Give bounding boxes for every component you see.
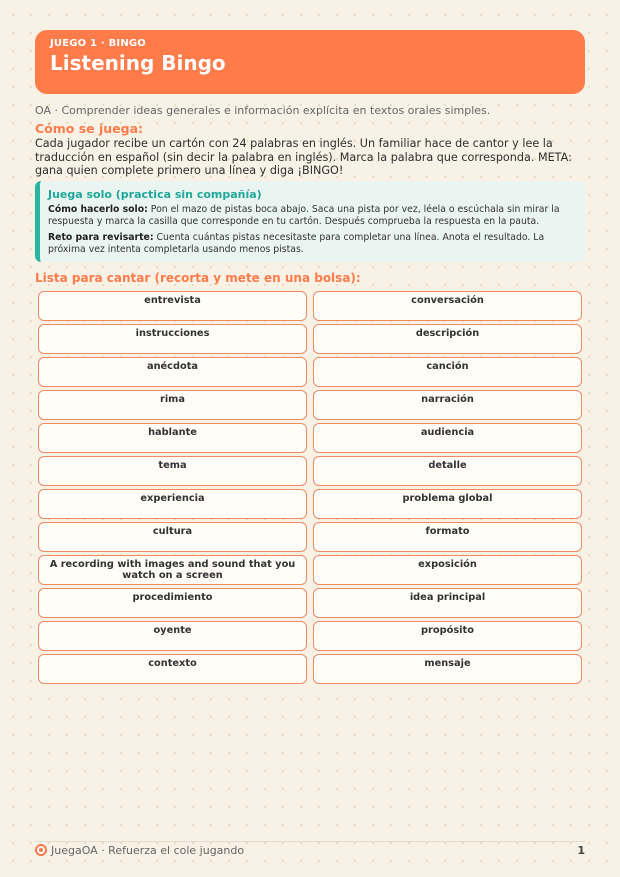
- word-card: canción: [313, 357, 582, 387]
- word-card: formato: [313, 522, 582, 552]
- word-list-heading: Lista para cantar (recorta y mete en una bolsa):: [35, 271, 361, 285]
- footer-brand: JuegaOA · Refuerza el cole jugando: [51, 843, 245, 857]
- word-card: oyente: [38, 621, 307, 651]
- word-card: contexto: [38, 654, 307, 684]
- word-card: anécdota: [38, 357, 307, 387]
- word-card: rima: [38, 390, 307, 420]
- howto-text: Cada jugador recibe un cartón con 24 palabras en inglés. Un familiar hace de cantor y lee la traducción en español (sin decir la palabra en inglés). Marca la palabra que corresponda. META: gana quien complete primero una línea y diga ¡BINGO!: [35, 137, 572, 178]
- word-card: idea principal: [313, 588, 582, 618]
- word-card: conversación: [313, 291, 582, 321]
- solo-how-text: Pon el mazo de pistas boca abajo. Saca una pista por vez, léela o escúchala sin mirar la respuesta y marca la casilla que corresponde en tu cartón. Después comprueba la respuesta en la pauta.: [48, 204, 560, 227]
- solo-review-line: [48, 232, 575, 256]
- word-card: instrucciones: [38, 324, 307, 354]
- game-tag: JUEGO 1 · BINGO: [50, 38, 147, 49]
- learning-objective: OA · Comprender ideas generales e información explícita en textos orales simples.: [35, 104, 491, 117]
- word-card: propósito: [313, 621, 582, 651]
- word-card: audiencia: [313, 423, 582, 453]
- word-card: problema global: [313, 489, 582, 519]
- brand-logo-icon: [35, 844, 47, 856]
- word-card: hablante: [38, 423, 307, 453]
- solo-review-text: Cuenta cuántas pistas necesitaste para completar una línea. Anota el resultado. La próxima vez intenta completarla usando menos pistas.: [48, 232, 545, 255]
- game-header: [35, 30, 585, 94]
- word-card: experiencia: [38, 489, 307, 519]
- page-number: 1: [577, 843, 585, 857]
- word-card: tema: [38, 456, 307, 486]
- word-card: entrevista: [38, 291, 307, 321]
- word-card: exposición: [313, 555, 582, 585]
- page-title: Listening Bingo: [50, 51, 226, 75]
- word-card: A recording with images and sound that you watch on a screen: [38, 555, 307, 585]
- word-card: detalle: [313, 456, 582, 486]
- footer-divider: [35, 841, 585, 842]
- word-card: cultura: [38, 522, 307, 552]
- solo-how-label: Cómo hacerlo solo:: [48, 204, 148, 215]
- solo-title: Juega solo (practica sin compañía): [48, 188, 262, 201]
- word-card: mensaje: [313, 654, 582, 684]
- solo-review-label: Reto para revisarte:: [48, 232, 154, 243]
- word-card: narración: [313, 390, 582, 420]
- footer: [35, 843, 585, 857]
- howto-heading: Cómo se juega:: [35, 121, 144, 136]
- solo-play-box: [35, 181, 585, 262]
- word-card: descripción: [313, 324, 582, 354]
- solo-how-line: [48, 204, 575, 228]
- word-list-grid: [38, 291, 582, 684]
- word-card: procedimiento: [38, 588, 307, 618]
